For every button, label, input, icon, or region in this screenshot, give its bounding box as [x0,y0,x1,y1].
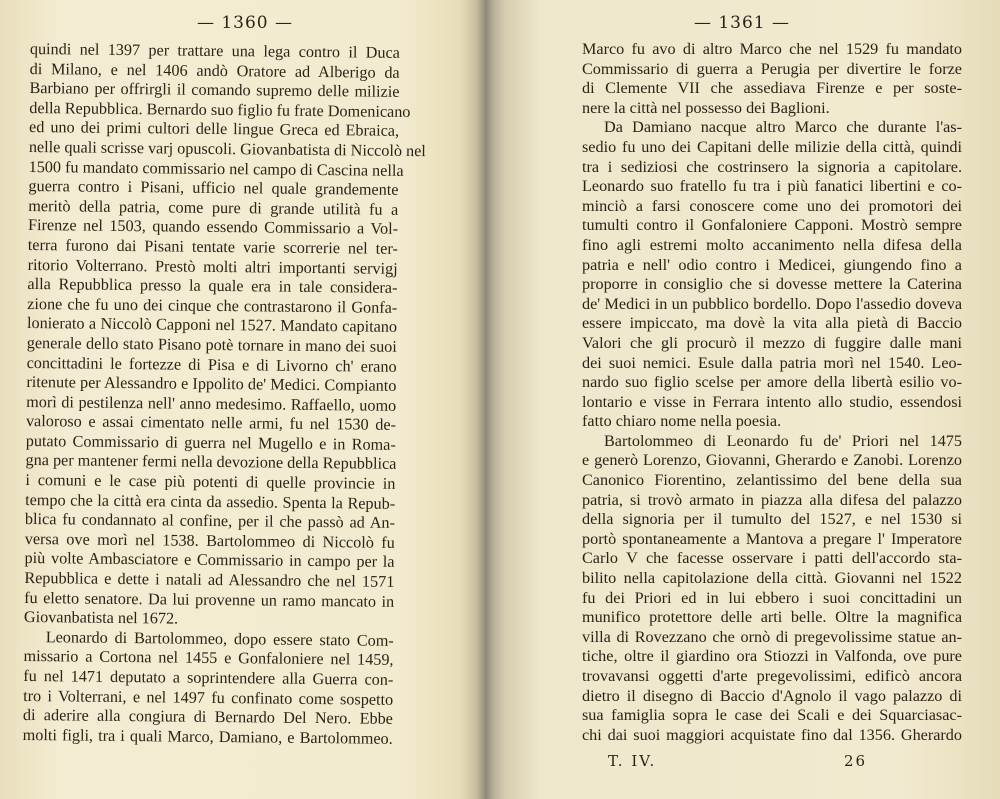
text-line: sedio fu uno dei Capitani delle milizie della città, quindi [582,137,962,156]
text-line: minciò a farsi conoscere come uno dei promotori dei [582,196,962,215]
right-page-text [582,40,962,745]
text-line: versa ove morì nel 1538. Bartolommeo di Niccolò fu [24,529,395,552]
text-line: Leonardo di Bartolommeo, dopo essere stato Com- [45,628,394,650]
text-line: dietro il disegno di Baccio d'Agnolo il vago palazzo di [582,686,962,705]
text-line: terra furono dai Pisani tentate varie scorrerie nel ter- [27,235,398,258]
text-line: Commissario di guerra a Perugia per divertire le forze [582,59,962,78]
text-line: di Clemente VII che assediava Firenze e per soste- [582,79,962,98]
text-line: Repubblica e dette i natali ad Alessandro che nel 1571 [24,569,395,591]
text-line: de' Medici in un pubblico bordello. Dopo l'assedio doveva [582,294,962,313]
text-line: Giovanbatista nel 1672. [23,608,179,628]
text-line: fu eletto senatore. Da lui provenne un ramo mancato in [24,588,395,611]
text-line: generale dello stato Pisano potè tornare in mano dei suoi [26,333,397,356]
text-line: guerra contro i Pisani, ufficio nel quale grandemente [28,177,399,200]
text-line: missario a Cortona nel 1455 e Gonfaloniere nel 1459, [23,647,394,670]
text-line: Leonardo suo fratello fu tra i più fanatici libertini e co- [582,177,962,196]
text-line: concittadini le fortezze di Pisa e di Livorno ch' erano [26,353,397,376]
text-line: fu nel 1471 deputato a soprintendere alla Guerra con- [23,666,394,689]
text-line: fu dei Priori ed in lui ebbero i suoi concittadini un [582,588,962,607]
text-line: dei suoi nemici. Esule dalla patria morì nel 1540. Leo- [582,353,962,372]
text-line: fatto chiaro nome nella poesia. [582,412,782,431]
text-line: Firenze nel 1503, quando essendo Commissario a Vol- [27,216,399,239]
text-line: ritorio Volterrano. Prestò molti altri importanti servigj [27,255,398,278]
text-line: blica fu condannato al confine, per il che passò ad An- [24,510,396,533]
text-line: villa di Rovezzano che ornò di pregevolissime statue an- [582,627,962,646]
text-line: gna per mantener fermi nella devozione della Repubblica [25,451,397,474]
text-line: tempo che la città era cinta da assedio. Spenta la Repub- [25,490,396,513]
text-line: ritenute per Alessandro e Ippolito de' Medici. Compianto [26,373,397,395]
right-page [500,0,1000,799]
text-line: di Milano, e nel 1406 andò Oratore ad Alberigo da [29,59,400,82]
text-line: meritò della patria, come pure di grande utilità fu a [28,196,399,219]
text-line: nere la città nel possesso dei Baglioni. [582,98,830,117]
text-line: patria, si trovò armato in piazza alla difesa del palazzo [582,490,962,509]
text-line: valoroso e assai cimentato nelle armi, fu nel 1530 de- [25,412,397,435]
text-line: quindi nel 1397 per trattare una lega contro il Duca [29,40,400,62]
text-line: munifico protettore delle arti belle. Oltre la magnifica [582,608,962,627]
left-page-text [22,40,426,749]
text-line: lontario e visse in Ferrara intento allo studio, essendosi [582,392,962,411]
text-line: tro i Volterrani, e nel 1497 fu confinato come sospetto [23,686,394,709]
text-line: 1500 fu mandato commissario nel campo di Cascina nella [28,157,404,180]
text-line: Carlo V che facesse osservare i patti dell'accordo sta- [582,549,962,568]
text-line: molti figli, tra i quali Marco, Damiano, e Bartolommeo. [22,725,393,748]
text-line: tumulti contro il Gonfaloniere Capponi. Mostrò sempre [582,216,962,235]
left-page-number: — 1360 — [196,13,294,33]
text-line: proporre in consiglio che si dovesse mettere la Caterina [582,275,962,294]
text-line: putato Commissario di guerra nel Mugello e in Roma- [25,431,396,454]
text-line: Canonico Fiorentino, zelantissimo del bene della sua [582,471,962,490]
text-line: ed uno dei primi cultori delle lingue Greca ed Ebraica, [28,118,400,141]
left-page [0,0,470,799]
text-line: nelle quali scrisse varj opuscoli. Giovanbatista di Niccolò nel [28,137,426,161]
text-line: bilito nella capitolazione della città. Giovanni nel 1522 [582,569,962,588]
text-line: i comuni e le case più potenti di quelle provincie in [25,471,396,493]
text-line: Barbiano per offrirgli il comando supremo delle milizie [29,79,400,102]
text-line: morì di pestilenza nell' anno medesimo. Raffaello, uomo [26,392,397,415]
text-line: fino agli estremi molto accanimento nella difesa della [582,235,962,254]
text-line: Bartolommeo di Leonardo fu de' Priori nel 1475 [604,431,962,450]
signature-number: 26 [844,752,868,770]
text-line: tiche, oltre il giardino ora Stiozzi in Valfonda, ove pure [582,647,962,666]
text-line: sua famiglia sopra le case dei Scali e dei Squarciasac- [582,706,962,725]
text-line: e generò Lorenzo, Giovanni, Gherardo e Zanobi. Lorenzo [582,451,962,470]
signature-mark: T. IV. [608,752,657,770]
text-line: di aderire alla congiura di Bernardo Del Nero. Ebbe [22,706,394,729]
text-line: trovavansi oggetti d'arte pregevolissimi, edificò ancora [582,667,962,685]
text-line: nardo suo figlio scelse per amore della libertà esilio vo- [582,373,962,392]
text-line: patria e nell' odio contro i Medicei, giungendo fino a [582,255,962,274]
text-line: più volte Ambasciatore e Commissario in campo per la [24,549,395,572]
text-line: Valori che gli procurò il mezzo di fuggire dalle mani [582,333,962,352]
text-line: della signoria per il tumulto del 1527, e nel 1530 si [582,510,962,529]
text-line: portò spontaneamente a Mantova a pregare l' Imperatore [582,529,962,548]
text-line: chi dai suoi maggiori acquistate fino dal 1356. Gherardo [582,725,962,744]
text-line: lonierato a Niccolò Capponi nel 1527. Mandato capitano [26,314,398,337]
text-line: zione che fu uno dei cinque che contrastarono il Gonfa- [27,294,398,317]
text-line: tra i sediziosi che costrinsero la signoria a capitolare. [582,157,962,176]
text-line: alla Repubblica presso la quale era in tale considera- [27,275,398,297]
text-line: Da Damiano nacque altro Marco che durante l'as- [604,118,962,137]
text-line: essere impiccato, ma dovè la vita alla pietà di Baccio [582,314,962,333]
text-line: della Repubblica. Bernardo suo figlio fu frate Domenicano [29,98,411,121]
text-line: Marco fu avo di altro Marco che nel 1529 fu mandato [582,40,962,58]
right-page-number: — 1361 — [693,13,791,33]
